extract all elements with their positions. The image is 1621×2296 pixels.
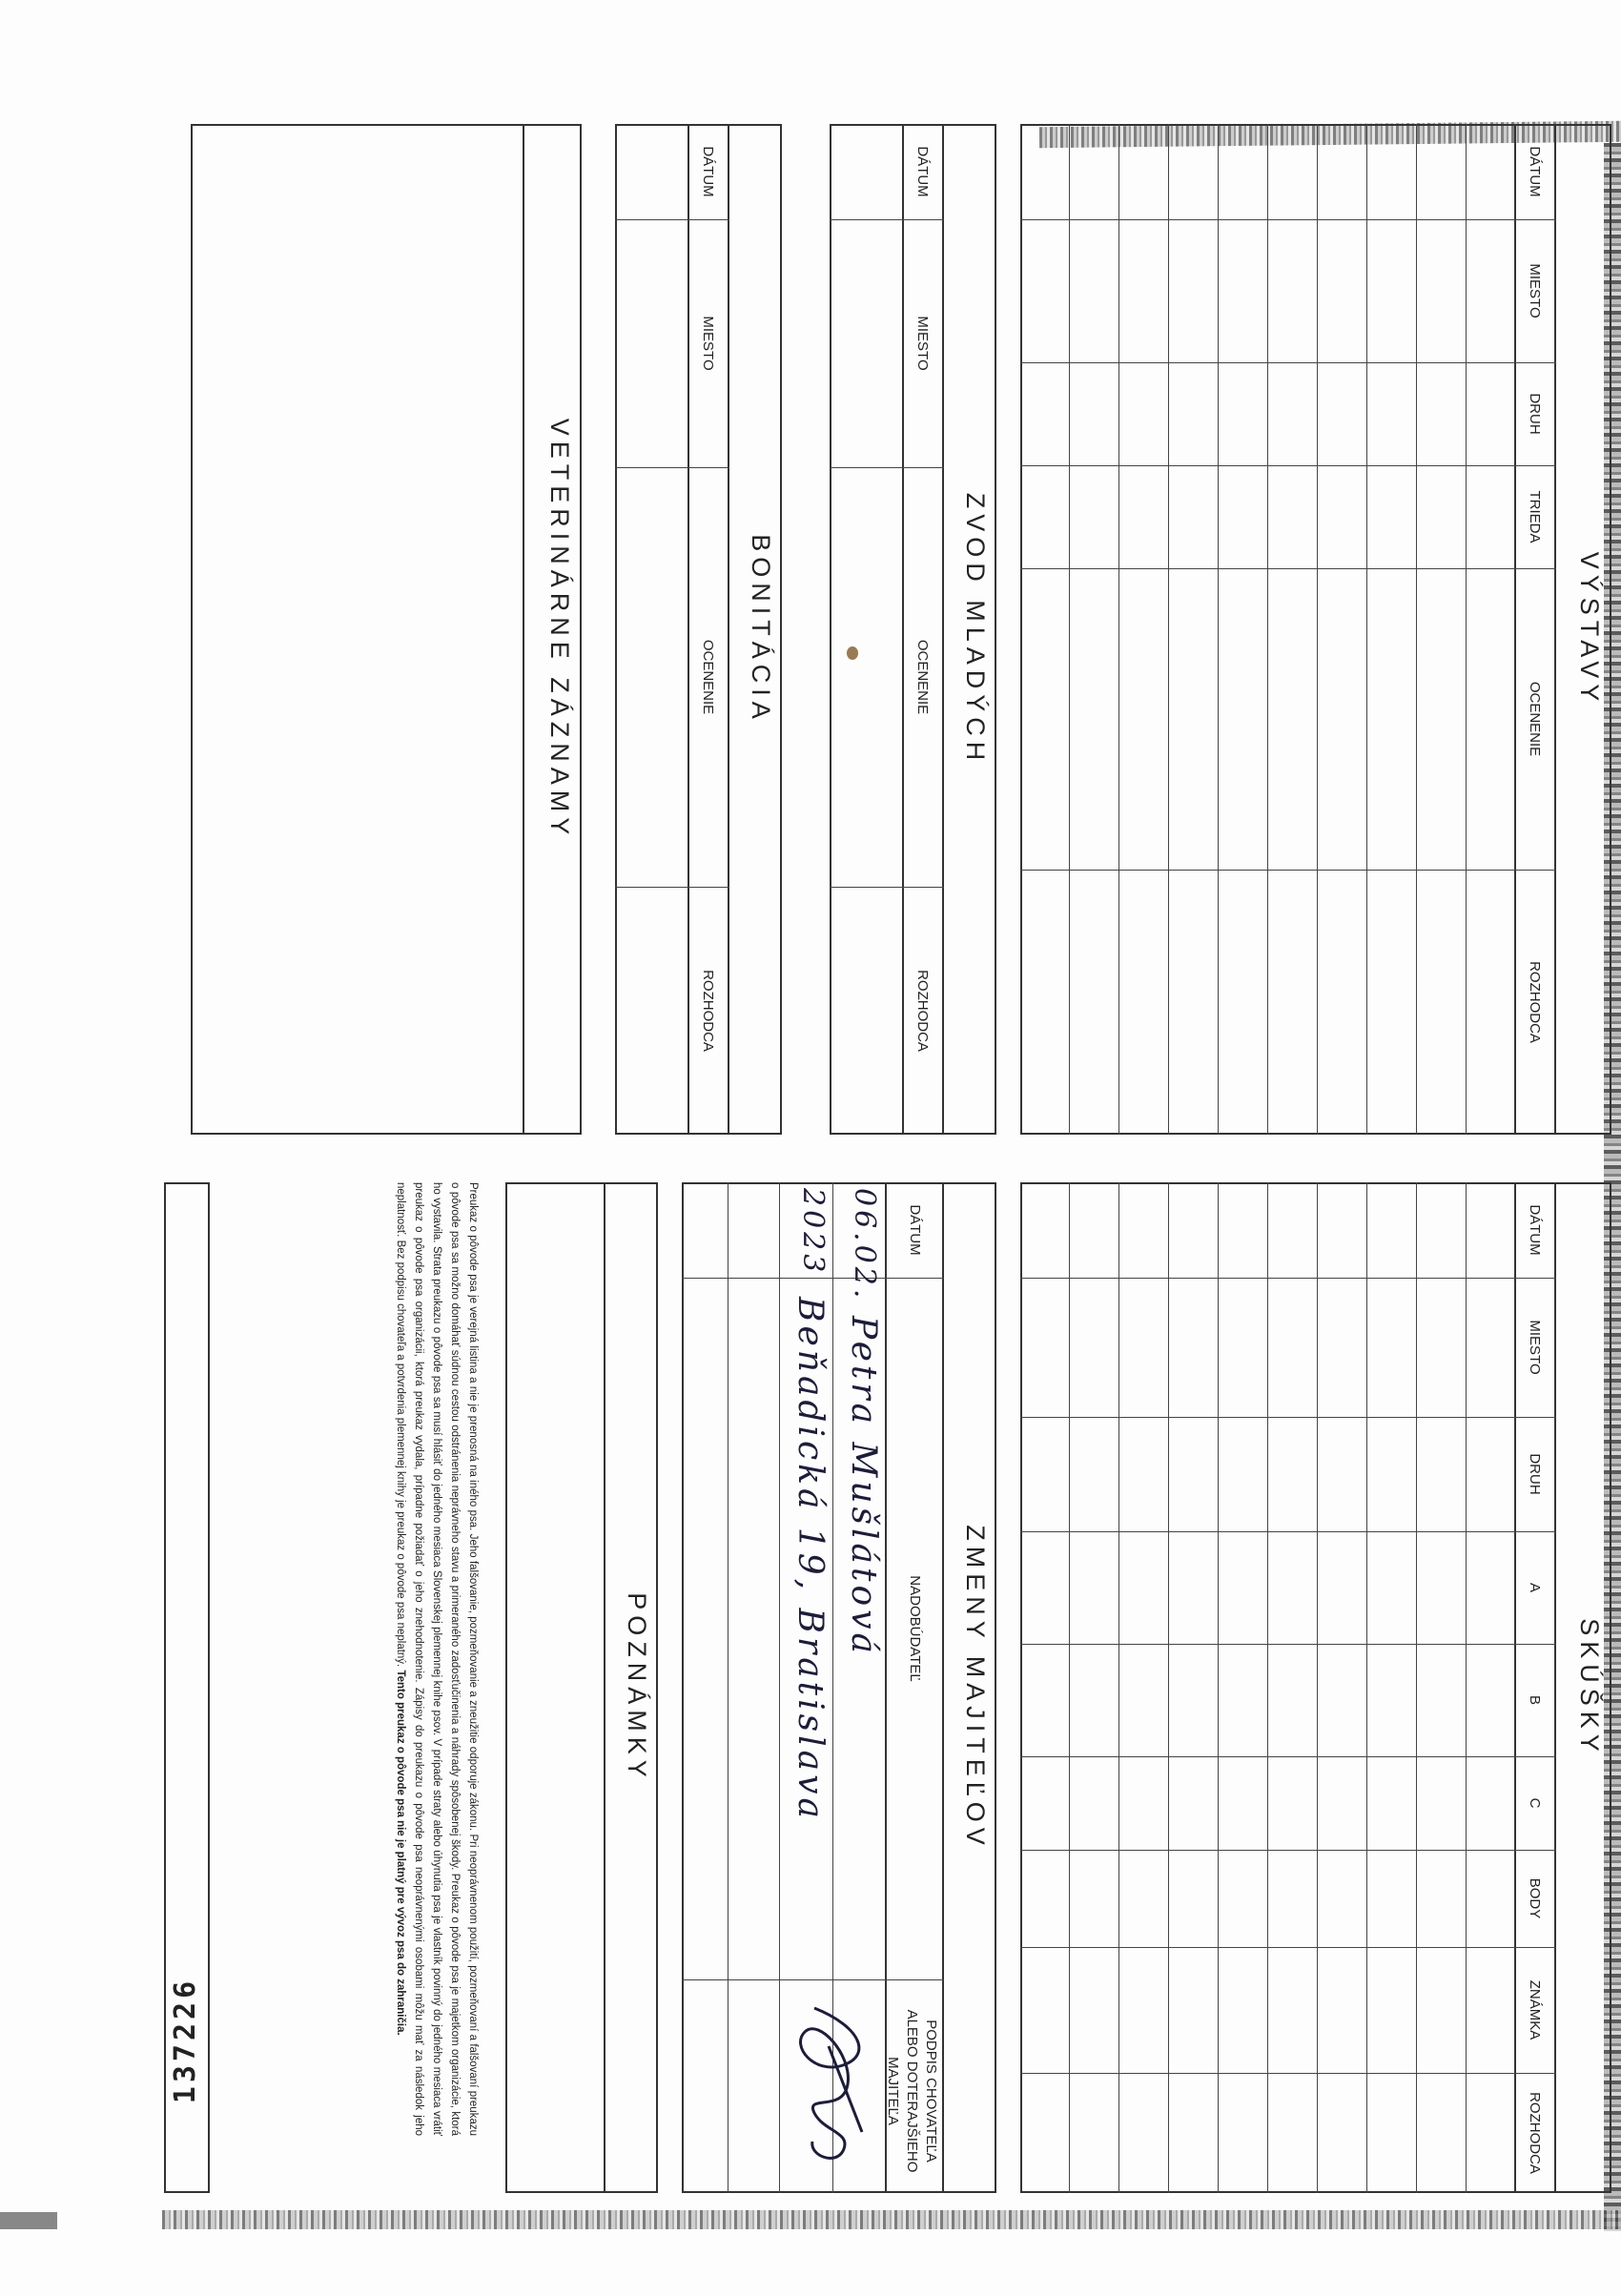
skusky-table xyxy=(1020,1182,1611,2193)
skusky-col-a: A xyxy=(1527,1582,1543,1592)
skusky-col-miesto: MIESTO xyxy=(1527,1320,1543,1375)
skusky-col-znamka: ZNÁMKA xyxy=(1527,1979,1543,2040)
skusky-col-c: C xyxy=(1527,1797,1543,1809)
zmeny-entry-date-line1: 06.02. xyxy=(848,1188,881,1302)
vystavy-col-miesto: MIESTO xyxy=(1527,263,1543,318)
skusky-col-body: BODY xyxy=(1527,1877,1543,1919)
zmeny-entry-date-line2: 2023 xyxy=(796,1188,830,1277)
bonitacia-title: BONITÁCIA xyxy=(747,534,775,725)
zmeny-entry-owner-name: Petra Mušlátová xyxy=(844,1316,883,1657)
bonitacia-col-datum: DÁTUM xyxy=(700,146,716,197)
legal-notice xyxy=(391,1182,482,2136)
pedigree-form-back-page xyxy=(124,124,1611,2296)
zvod-mladych-col-rozhodca: ROZHODCA xyxy=(914,970,931,1052)
zvod-mladych-col-datum: DÁTUM xyxy=(914,146,931,197)
vystavy-col-ocenenie: OCENENIE xyxy=(1527,681,1543,757)
legal-notice-bold: Tento preukaz o pôvode psa nie je platný pre vývoz psa do zahraničia. xyxy=(395,1670,406,2036)
vystavy-col-druh: DRUH xyxy=(1527,393,1543,435)
bonitacia-col-rozhodca: ROZHODCA xyxy=(700,970,716,1052)
skusky-col-b: B xyxy=(1527,1694,1543,1705)
skusky-col-rozhodca: ROZHODCA xyxy=(1527,2092,1543,2174)
veterinarne-zaznamy-title: VETERINÁRNE ZÁZNAMY xyxy=(545,418,574,841)
legal-notice-text: Preukaz o pôvode psa je verejná listina a nie je prenosná na iného psa. Jeho falšovanie, pozmeňovanie a zneužitie odporuje zákonu. Pri neoprávnenom použití, pozmeňovaní a falšovaní preukazu o pôvode psa sa možno domáhať súdnou cestou odstránenia neprávneho stavu a primeraného zadosťučinenia a náhrady spôsobenej škody. Preukaz o pôvode psa je majetkom organizácie, ktorá ho vystavila. Strata preukazu o pôvode psa sa musí hlásiť do jedného mesiaca Slovenskej plemennej knihe psov. V prípade straty alebo úhynutia psa je vlastník povinný do jedného mesiaca vrátiť preukaz o pôvode psa organizácii, ktorá preukaz vydala, prípadne požiadať o jeho znehodnotenie. Zápisy do preukazu o pôvode psa neoprávnenými osobami môžu mať za následok jeho neplatnosť. Bez podpisu chovateľa a potvrdenia plemennej knihy je preukaz o pôvode psa neplatný. xyxy=(395,1182,479,2136)
bonitacia-col-miesto: MIESTO xyxy=(700,316,716,371)
vystavy-col-datum: DÁTUM xyxy=(1527,146,1543,197)
zmeny-entry-owner-address: Beňadická 19, Bratislava xyxy=(790,1297,830,1822)
poznamky-title: POZNÁMKY xyxy=(623,1592,651,1783)
zmeny-majitelov-title: ZMENY MAJITEĽOV xyxy=(961,1525,990,1851)
zvod-mladych-col-miesto: MIESTO xyxy=(914,316,931,371)
serial-number: 137226 xyxy=(169,1977,202,2104)
vystavy-col-rozhodca: ROZHODCA xyxy=(1527,961,1543,1043)
zmeny-entry-signature xyxy=(782,1989,881,2180)
bonitacia-col-ocenenie: OCENENIE xyxy=(700,639,716,715)
zmeny-col-podpis: PODPIS CHOVATEĽA ALEBO DOTERAJŠIEHO MAJITEĽA xyxy=(885,2009,939,2173)
zmeny-col-nadobudatel: NADOBÚDATEĽ xyxy=(907,1575,923,1682)
zmeny-col-datum: DÁTUM xyxy=(907,1204,923,1256)
scan-corner-left xyxy=(0,2212,57,2229)
skusky-title: SKÚŠKY xyxy=(1575,1618,1604,1757)
vystavy-table xyxy=(1020,124,1611,1135)
vystavy-title: VÝSTAVY xyxy=(1575,551,1604,707)
vystavy-col-trieda: TRIEDA xyxy=(1527,490,1543,543)
zvod-mladych-col-ocenenie: OCENENIE xyxy=(914,639,931,715)
skusky-col-datum: DÁTUM xyxy=(1527,1204,1543,1256)
skusky-col-druh: DRUH xyxy=(1527,1453,1543,1495)
zvod-mladych-title: ZVOD MLADÝCH xyxy=(961,492,990,767)
